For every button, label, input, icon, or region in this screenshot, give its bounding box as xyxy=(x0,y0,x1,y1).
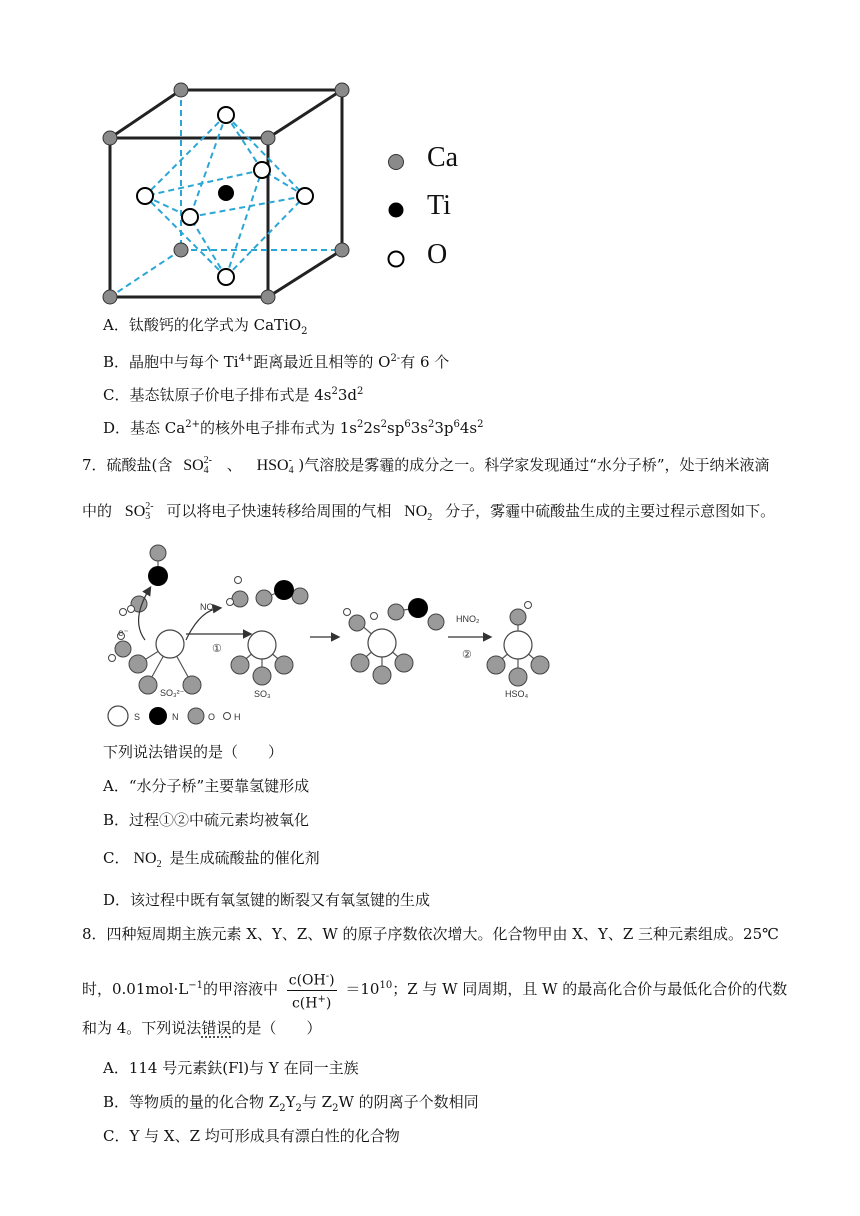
diagram-legend-s: S xyxy=(134,712,141,722)
q6-option-c: C．基态钛原子价电子排布式是 $4s^23d^2$ xyxy=(103,386,364,404)
diagram-legend-h: H xyxy=(234,712,241,722)
legend-ca-label: Ca xyxy=(427,142,459,173)
electron-label: e⁻ xyxy=(118,628,129,639)
q7-prompt: 下列说法错误的是（ ） xyxy=(103,743,284,761)
legend-o-symbol xyxy=(385,248,407,270)
hno2-label: HNO₂ xyxy=(456,614,480,624)
q6-option-a: A．钛酸钙的化学式为 CaTiO$_2$ xyxy=(103,316,308,337)
crystal-legend xyxy=(385,142,485,282)
q7-stem-line2: 中的 SO 2- 3 可以将电子快速转移给周围的气相 $NO_2$ 分子，雾霾中硫酸盐生成的主要过程示意图如下。 xyxy=(82,501,776,524)
step-1-label: ① xyxy=(212,643,222,655)
step-2-label: ② xyxy=(462,649,472,661)
q8-option-b: B．等物质的量的化合物 $Z_2Y_2$与 $Z_2W$ 的阴离子个数相同 xyxy=(103,1093,479,1114)
q8-option-c: C．Y 与 X、Z 均可形成具有漂白性的化合物 xyxy=(103,1127,400,1145)
q8-stem-line2: 时，$0.01mol\cdot L^{-1}$的甲溶液中 $\frac{c(OH^-)}{c(H^+)}$ $=10^{10}$；Z 与 W 同周期，且 W 的最高化合价与最低化合价的代数 xyxy=(82,966,787,1006)
q7-option-a: A．“水分子桥”主要靠氢键形成 xyxy=(103,777,310,795)
q8-option-a: A．114 号元素鈇(Fl)与 Y 在同一主族 xyxy=(103,1059,359,1077)
so3-2minus-label: SO₃²⁻ xyxy=(160,688,185,698)
no2-released-label: NO₂ xyxy=(200,602,217,612)
legend-o-label: O xyxy=(427,239,448,270)
legend-ca-symbol xyxy=(385,151,407,173)
q8-stem-line1: 8．四种短周期主族元素 X、Y、Z、W 的原子序数依次增大。化合物甲由 X、Y、Z 三种元素组成。25℃ xyxy=(82,925,779,943)
sulfate-formation-diagram xyxy=(100,535,560,735)
q8-stem-line3: 和为 4。下列说法错误的是（ ） xyxy=(82,1019,322,1037)
diagram-legend-o: O xyxy=(208,712,216,722)
perovskite-unit-cell xyxy=(95,78,365,310)
q7-option-b: B．过程①②中硫元素均被氧化 xyxy=(103,811,310,829)
q7-option-c: C． $NO_2$ 是生成硫酸盐的催化剂 xyxy=(103,849,320,871)
legend-ti-symbol xyxy=(385,199,407,221)
q6-option-b: B．晶胞中与每个 $Ti^{4+}$距离最近且相等的 $O^{2-}$有 6 个 xyxy=(103,353,450,371)
q7-option-d: D．该过程中既有氧氢键的断裂又有氧氢键的生成 xyxy=(103,891,431,909)
hso4-label: HSO₄ xyxy=(505,689,529,699)
so3-label: SO₃ xyxy=(254,689,271,699)
q6-option-d: D．基态 $Ca^{2+}$的核外电子排布式为 $1s^22s^2sp^63s^23p^64s^2$ xyxy=(103,419,484,437)
legend-ti-label: Ti xyxy=(427,190,451,221)
hydroxide-ratio-fraction: $\frac{c(OH^-)}{c(H^+)}$ xyxy=(287,968,337,1012)
diagram-legend-n: N xyxy=(172,712,179,722)
q7-stem-line1: 7．硫酸盐(含 SO 2- 4 、 HSO - 4 )气溶胶是雾霾的成分之一。科学家发现通过“水分子桥”，处于纳米液滴 xyxy=(82,455,770,477)
